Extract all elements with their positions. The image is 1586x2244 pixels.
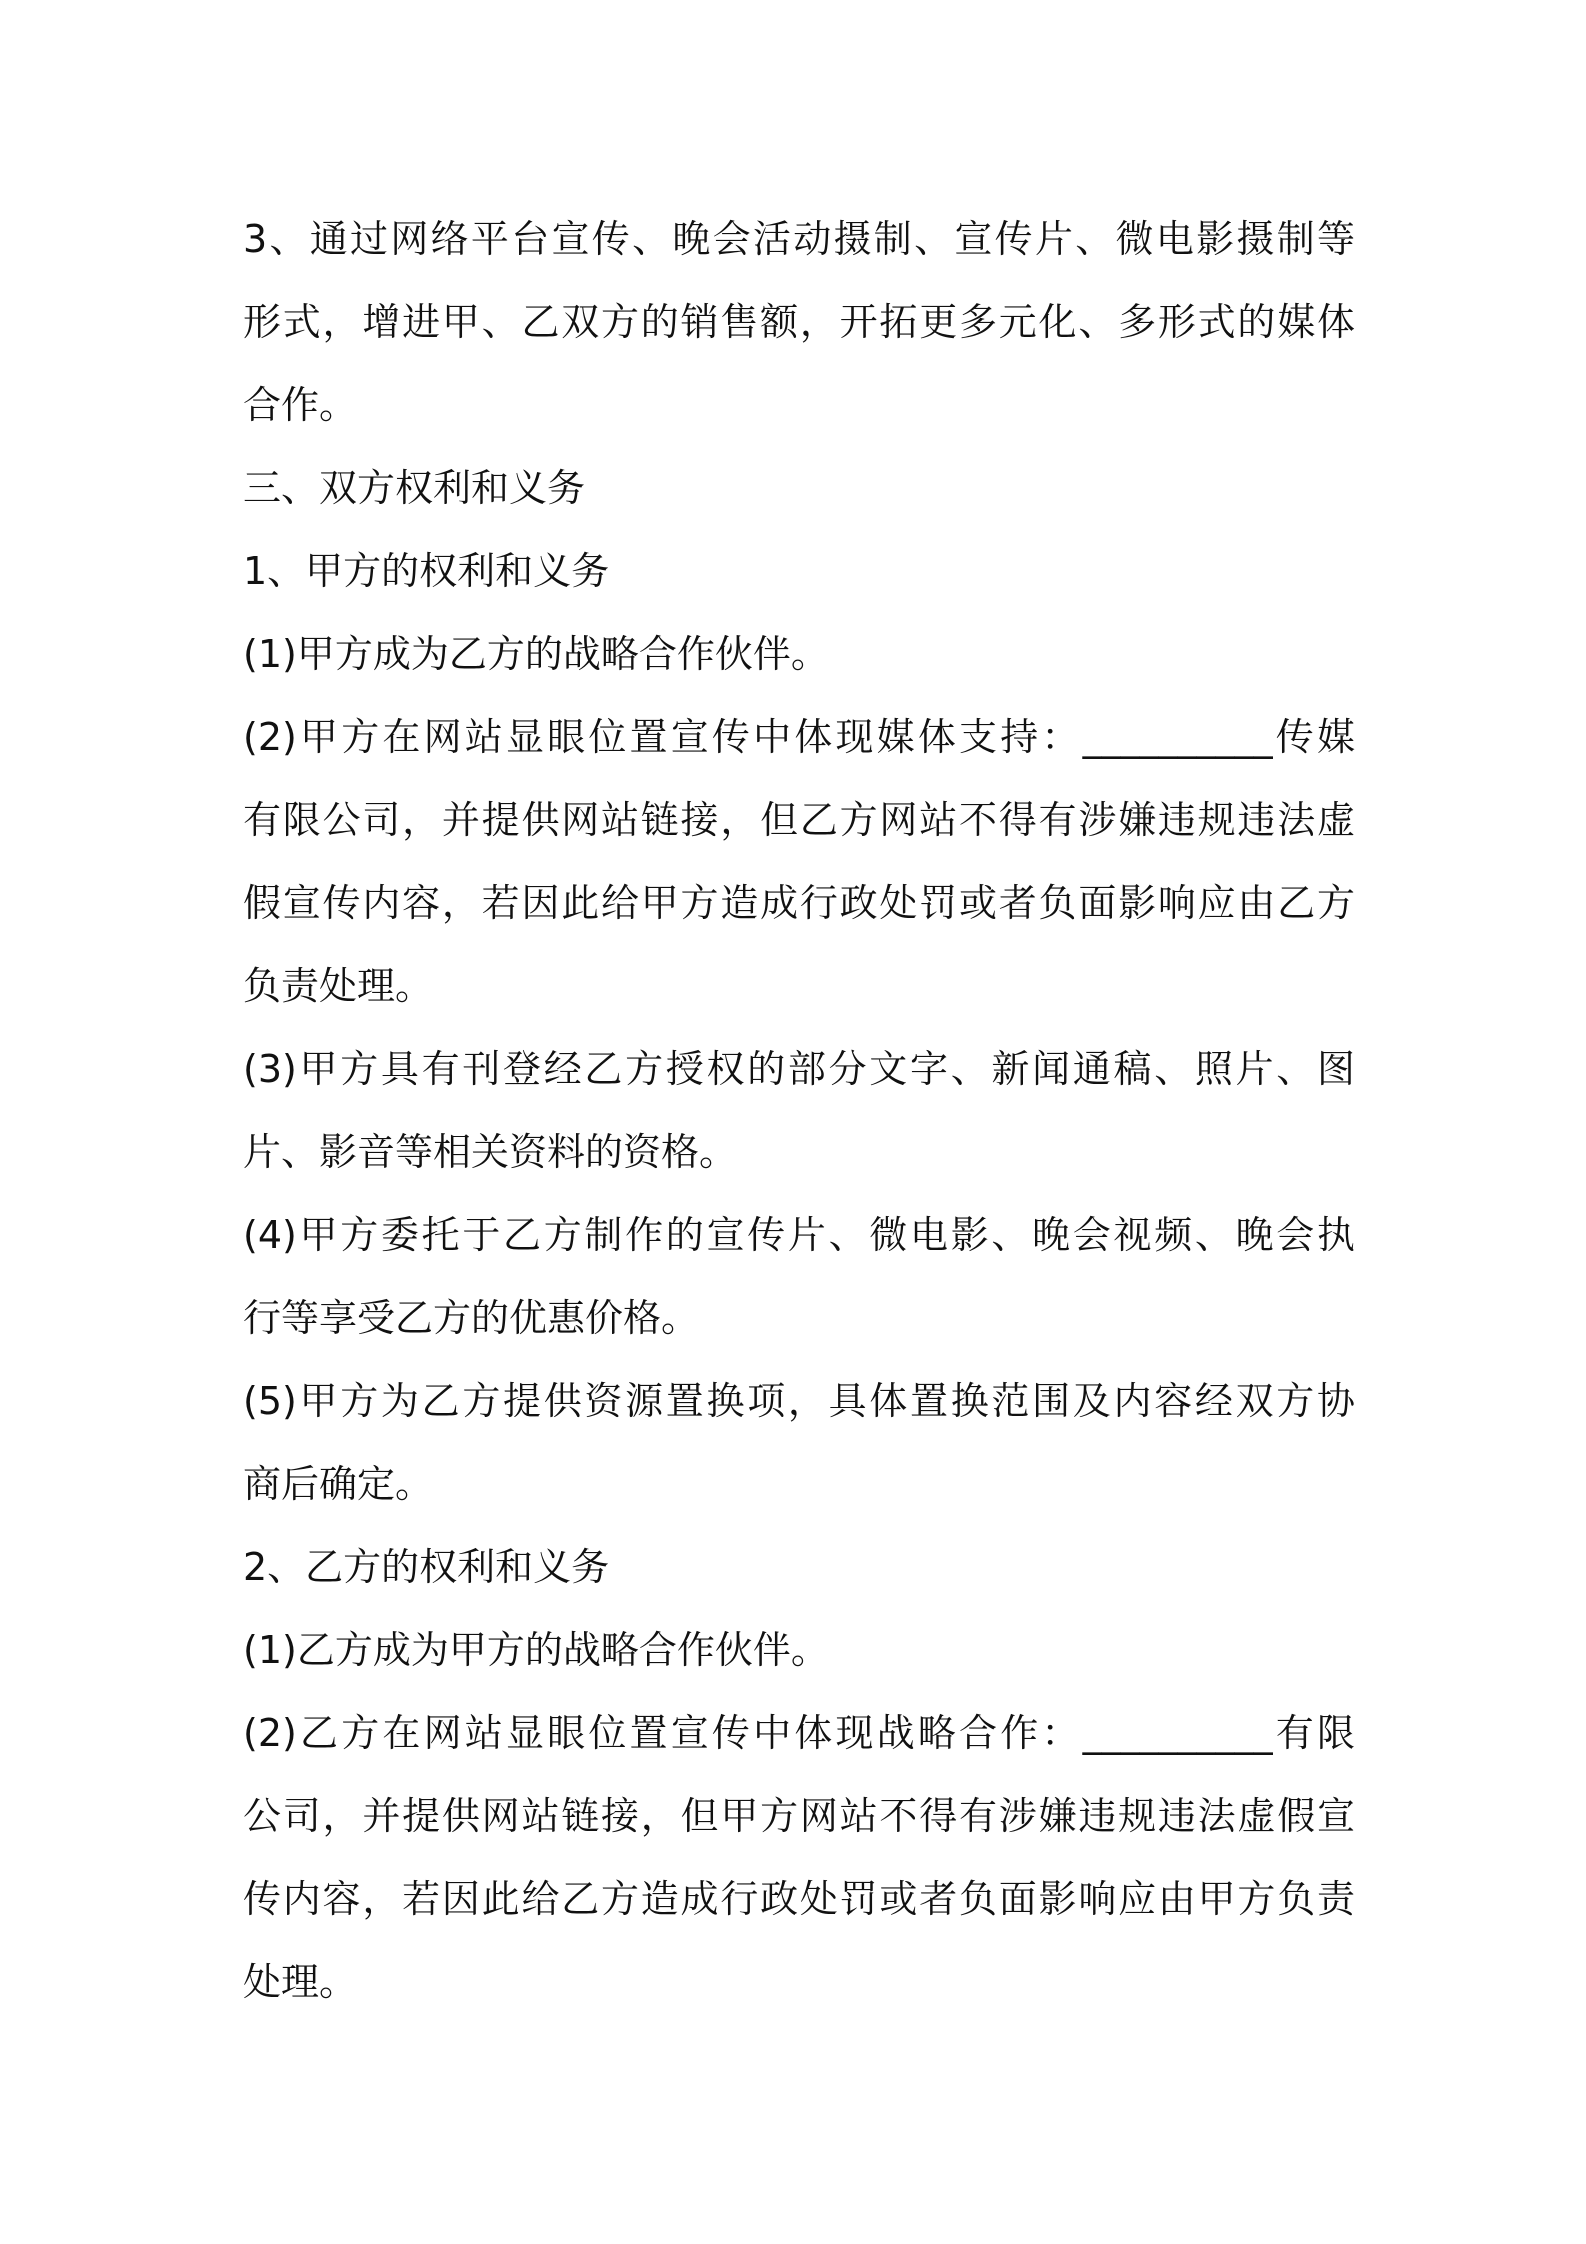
text-line: 形式，增进甲、乙双方的销售额，开拓更多元化、多形式的媒体 — [243, 300, 1355, 344]
subsection-heading: 2、乙方的权利和义务 — [243, 1545, 610, 1589]
text-line: 处理。 — [243, 1960, 358, 2004]
text-line: 传内容，若因此给乙方造成行政处罚或者负面影响应由甲方负责 — [243, 1877, 1355, 1921]
text-line: 商后确定。 — [243, 1462, 434, 1506]
text-line: 合作。 — [243, 383, 358, 427]
section-heading: 三、双方权利和义务 — [243, 466, 586, 510]
text-line: 片、影音等相关资料的资格。 — [243, 1130, 738, 1174]
text-line: 假宣传内容，若因此给甲方造成行政处罚或者负面影响应由乙方 — [243, 881, 1355, 925]
document-page — [243, 198, 1355, 2024]
subsection-heading: 1、甲方的权利和义务 — [243, 549, 610, 593]
text-line: (4)甲方委托于乙方制作的宣传片、微电影、晚会视频、晚会执 — [243, 1213, 1355, 1257]
text-line: (3)甲方具有刊登经乙方授权的部分文字、新闻通稿、照片、图 — [243, 1047, 1355, 1091]
text-line: (2)甲方在网站显眼位置宣传中体现媒体支持：__________传媒 — [243, 715, 1355, 759]
text-line: (1)甲方成为乙方的战略合作伙伴。 — [243, 632, 829, 676]
text-line: 负责处理。 — [243, 964, 434, 1008]
text-line: 公司，并提供网站链接，但甲方网站不得有涉嫌违规违法虚假宣 — [243, 1794, 1355, 1838]
text-line: (1)乙方成为甲方的战略合作伙伴。 — [243, 1628, 829, 1672]
text-line: (2)乙方在网站显眼位置宣传中体现战略合作：__________有限 — [243, 1711, 1355, 1755]
text-line: 行等享受乙方的优惠价格。 — [243, 1296, 700, 1340]
text-line: 3、通过网络平台宣传、晚会活动摄制、宣传片、微电影摄制等 — [243, 217, 1355, 261]
text-line: (5)甲方为乙方提供资源置换项，具体置换范围及内容经双方协 — [243, 1379, 1355, 1423]
text-line: 有限公司，并提供网站链接，但乙方网站不得有涉嫌违规违法虚 — [243, 798, 1355, 842]
